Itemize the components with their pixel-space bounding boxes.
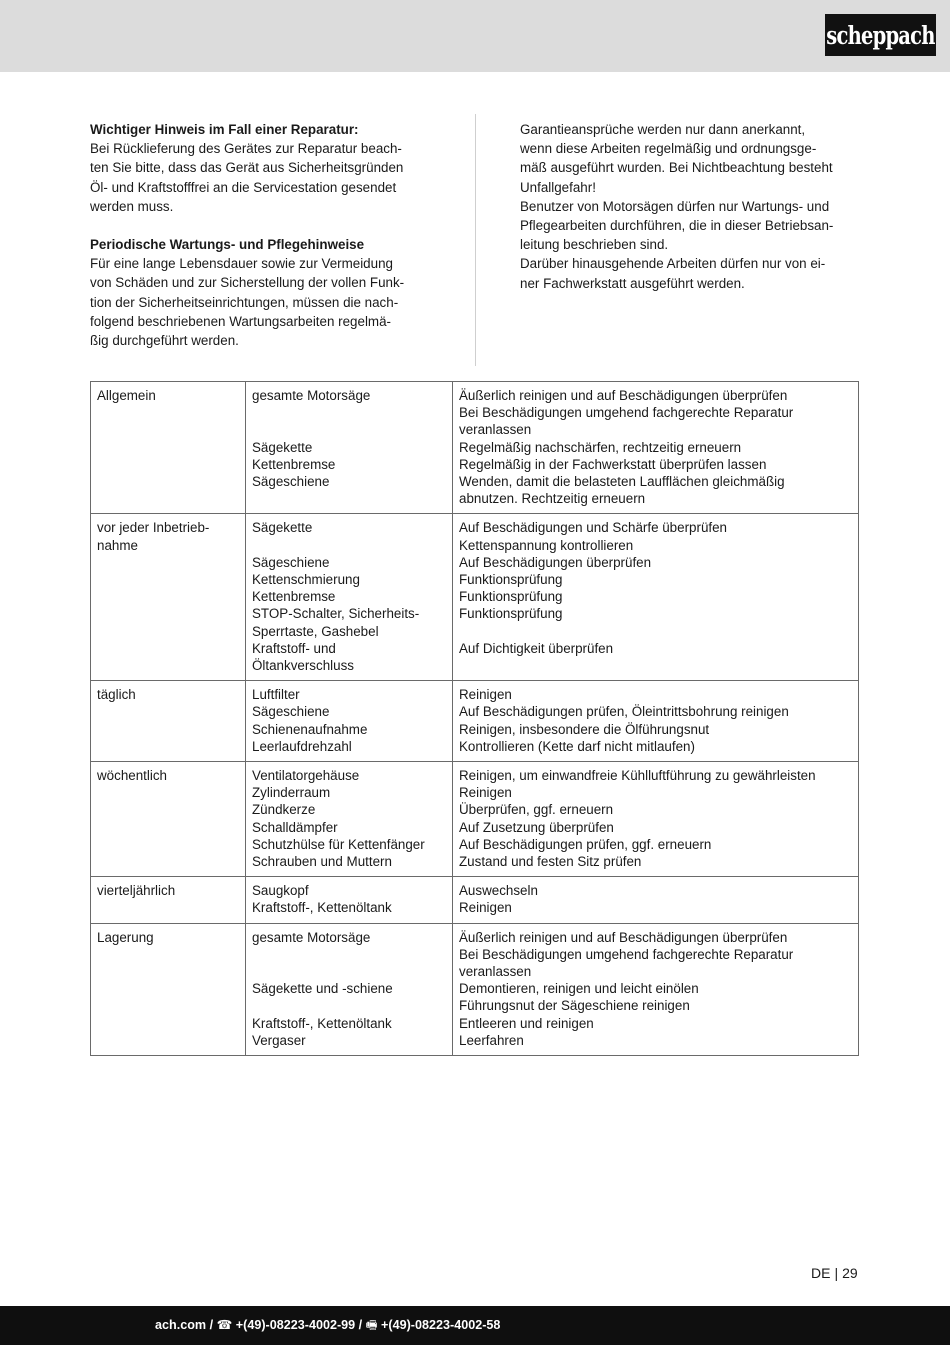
table-row bbox=[91, 762, 859, 877]
cell-line: Auf Beschädigungen und Schärfe überprüfen bbox=[459, 520, 728, 536]
phone-number: +(49)-08223-4002-99 / bbox=[232, 1318, 366, 1332]
text-line: von Schäden und zur Sicherstellung der vollen Funk- bbox=[90, 275, 405, 291]
cell-line: vierteljährlich bbox=[97, 883, 176, 899]
fax-number: +(49)-08223-4002-58 bbox=[377, 1318, 501, 1332]
cell-line bbox=[252, 404, 446, 421]
cell-line: gesamte Motorsäge bbox=[252, 388, 371, 403]
table-row bbox=[91, 877, 859, 923]
cell-line: Öltankverschluss bbox=[252, 658, 354, 674]
cell-line: Bei Beschädigungen umgehend fachgerechte Reparatur bbox=[459, 405, 794, 421]
contact-line bbox=[155, 1316, 500, 1337]
cell-line: STOP-Schalter, Sicherheits- bbox=[252, 606, 420, 622]
cell-line: Reinigen bbox=[459, 785, 512, 801]
cell-line: Sägeschiene bbox=[252, 704, 330, 720]
cell-line: Regelmäßig in der Fachwerkstatt überprüfen lassen bbox=[459, 456, 767, 472]
cell-line: Kraftstoff-, Kettenöltank bbox=[252, 900, 392, 916]
cell-line: Zylinderraum bbox=[252, 785, 331, 801]
cell-line: Auf Dichtigkeit überprüfen bbox=[459, 640, 614, 656]
cell-line: Auswechseln bbox=[459, 883, 538, 899]
cell-line: Zustand und festen Sitz prüfen bbox=[459, 854, 642, 870]
interval-cell bbox=[91, 382, 246, 514]
parts-cell bbox=[246, 681, 453, 762]
cell-line: Sägekette und -schiene bbox=[252, 981, 393, 997]
cell-line bbox=[252, 946, 446, 963]
text-line: Bei Rücklieferung des Gerätes zur Reparatur beach- bbox=[90, 141, 402, 157]
actions-cell bbox=[453, 762, 859, 877]
cell-line bbox=[252, 963, 446, 980]
cell-line: veranlassen bbox=[459, 964, 532, 980]
language-code: DE bbox=[811, 1265, 831, 1281]
cell-line: Schienenaufnahme bbox=[252, 721, 368, 737]
parts-cell bbox=[246, 514, 453, 681]
text-line: Pflegearbeiten durchführen, die in dieser Betriebsan- bbox=[520, 218, 834, 234]
fax-icon: 🖷 bbox=[365, 1317, 378, 1332]
cell-line: Sperrtaste, Gashebel bbox=[252, 623, 379, 639]
cell-line: Auf Beschädigungen prüfen, Öleintrittsbohrung reinigen bbox=[459, 704, 789, 720]
cell-line: abnutzen. Rechtzeitig erneuern bbox=[459, 491, 646, 507]
cell-line: Auf Zusetzung überprüfen bbox=[459, 819, 614, 835]
cell-line: Schrauben und Muttern bbox=[252, 854, 392, 870]
cell-line: Reinigen, insbesondere die Ölführungsnut bbox=[459, 721, 710, 737]
text-line: ßig durchgeführt werden. bbox=[90, 333, 239, 349]
header-bar bbox=[0, 0, 950, 72]
maintenance-table bbox=[90, 381, 859, 1056]
table-row bbox=[91, 923, 859, 1055]
page-number bbox=[811, 1265, 858, 1281]
actions-cell bbox=[453, 877, 859, 923]
cell-line: Luftfilter bbox=[252, 687, 300, 703]
cell-line bbox=[459, 623, 852, 640]
cell-line: Sägeschiene bbox=[252, 554, 330, 570]
cell-line: Kontrollieren (Kette darf nicht mitlaufen) bbox=[459, 738, 695, 754]
text-line: Garantieansprüche werden nur dann anerkannt, bbox=[520, 122, 806, 137]
cell-line: Schutzhülse für Kettenfänger bbox=[252, 836, 425, 852]
logo-text: scheppach bbox=[826, 20, 935, 50]
repair-notice-text bbox=[90, 139, 430, 216]
cell-line: Wenden, damit die belasteten Laufflächen gleichmäßig bbox=[459, 474, 785, 490]
cell-line: Führungsnut der Sägeschiene reinigen bbox=[459, 998, 690, 1014]
cell-line: wöchentlich bbox=[97, 768, 167, 784]
interval-cell bbox=[91, 923, 246, 1055]
repair-notice-heading: Wichtiger Hinweis im Fall einer Reparatur: bbox=[90, 122, 359, 137]
cell-line: Demontieren, reinigen und leicht einölen bbox=[459, 981, 699, 997]
cell-line: Überprüfen, ggf. erneuern bbox=[459, 802, 614, 818]
table-row bbox=[91, 382, 859, 514]
cell-line: Vergaser bbox=[252, 1032, 306, 1048]
cell-line: Sägekette bbox=[252, 439, 313, 455]
text-line: tion der Sicherheitseinrichtungen, müssen die nach- bbox=[90, 294, 399, 310]
text-line: folgend beschriebenen Wartungsarbeiten regelmä- bbox=[90, 313, 391, 329]
cell-line: Entleeren und reinigen bbox=[459, 1015, 594, 1031]
text-line: Benutzer von Motorsägen dürfen nur Wartungs- und bbox=[520, 198, 830, 214]
cell-line: veranlassen bbox=[459, 422, 532, 438]
cell-line bbox=[252, 997, 446, 1014]
cell-line: Kettenschmierung bbox=[252, 572, 360, 588]
cell-line bbox=[252, 421, 446, 438]
cell-line: Kettenspannung kontrollieren bbox=[459, 537, 634, 553]
parts-cell bbox=[246, 382, 453, 514]
cell-line: Äußerlich reinigen und auf Beschädigungen überprüfen bbox=[459, 388, 788, 403]
cell-line: Kettenbremse bbox=[252, 589, 336, 605]
maintenance-intro-text bbox=[90, 254, 430, 350]
left-column bbox=[90, 120, 430, 350]
parts-cell bbox=[246, 762, 453, 877]
cell-line: Funktionsprüfung bbox=[459, 589, 563, 605]
text-line: werden muss. bbox=[90, 198, 174, 214]
cell-line: Reinigen bbox=[459, 900, 512, 916]
cell-line: Reinigen, um einwandfreie Kühlluftführung zu gewährleisten bbox=[459, 768, 816, 784]
text-line: mäß ausgeführt wurden. Bei Nichtbeachtung besteht bbox=[520, 160, 833, 176]
cell-line: Leerfahren bbox=[459, 1032, 524, 1048]
cell-line: Funktionsprüfung bbox=[459, 606, 563, 622]
cell-line: Kraftstoff- und bbox=[252, 640, 336, 656]
parts-cell bbox=[246, 877, 453, 923]
cell-line: Kraftstoff-, Kettenöltank bbox=[252, 1015, 392, 1031]
cell-line: Äußerlich reinigen und auf Beschädigungen überprüfen bbox=[459, 929, 788, 945]
cell-line: Sägeschiene bbox=[252, 473, 330, 489]
cell-line: Schalldämpfer bbox=[252, 819, 338, 835]
cell-line: Kettenbremse bbox=[252, 456, 336, 472]
scheppach-logo bbox=[825, 14, 936, 56]
actions-cell bbox=[453, 681, 859, 762]
cell-line: Sägekette bbox=[252, 520, 313, 536]
actions-cell bbox=[453, 514, 859, 681]
actions-cell bbox=[453, 382, 859, 514]
contact-text: ach.com / bbox=[155, 1318, 217, 1332]
cell-line: Auf Beschädigungen überprüfen bbox=[459, 554, 652, 570]
text-line: Öl- und Kraftstofffrei an die Servicestation gesendet bbox=[90, 179, 397, 195]
cell-line bbox=[252, 537, 446, 554]
actions-cell bbox=[453, 923, 859, 1055]
cell-line: Allgemein bbox=[97, 388, 156, 403]
maintenance-heading: Periodische Wartungs- und Pflegehinweise bbox=[90, 237, 365, 253]
cell-line: nahme bbox=[97, 537, 138, 553]
cell-line: Bei Beschädigungen umgehend fachgerechte Reparatur bbox=[459, 946, 794, 962]
cell-line: täglich bbox=[97, 687, 136, 703]
text-line: Unfallgefahr! bbox=[520, 179, 596, 195]
cell-line: Leerlaufdrehzahl bbox=[252, 738, 352, 754]
right-column bbox=[520, 120, 859, 293]
interval-cell bbox=[91, 681, 246, 762]
text-line: Für eine lange Lebensdauer sowie zur Vermeidung bbox=[90, 256, 393, 272]
cell-line: Saugkopf bbox=[252, 883, 309, 899]
interval-cell bbox=[91, 762, 246, 877]
cell-line: Regelmäßig nachschärfen, rechtzeitig erneuern bbox=[459, 439, 742, 455]
cell-line: gesamte Motorsäge bbox=[252, 929, 371, 945]
cell-line: Ventilatorgehäuse bbox=[252, 768, 360, 784]
cell-line: vor jeder Inbetrieb- bbox=[97, 520, 210, 536]
page-value: 29 bbox=[842, 1265, 858, 1281]
parts-cell bbox=[246, 923, 453, 1055]
text-line: wenn diese Arbeiten regelmäßig und ordnungsge- bbox=[520, 141, 817, 157]
cell-line: Lagerung bbox=[97, 929, 154, 945]
table-row bbox=[91, 514, 859, 681]
cell-line: Funktionsprüfung bbox=[459, 572, 563, 588]
interval-cell bbox=[91, 514, 246, 681]
interval-cell bbox=[91, 877, 246, 923]
cell-line: Zündkerze bbox=[252, 802, 316, 818]
text-line: ner Fachwerkstatt ausgeführt werden. bbox=[520, 275, 745, 291]
text-line: Darüber hinausgehende Arbeiten dürfen nur von ei- bbox=[520, 256, 826, 272]
page-separator: | bbox=[834, 1265, 839, 1281]
table-row bbox=[91, 681, 859, 762]
phone-icon: ☎ bbox=[216, 1317, 233, 1332]
cell-line: Auf Beschädigungen prüfen, ggf. erneuern bbox=[459, 836, 712, 852]
cell-line: Reinigen bbox=[459, 687, 512, 703]
text-line: leitung beschrieben sind. bbox=[520, 237, 669, 253]
column-divider bbox=[475, 114, 476, 366]
text-line: ten Sie bitte, dass das Gerät aus Sicherheitsgründen bbox=[90, 160, 404, 176]
